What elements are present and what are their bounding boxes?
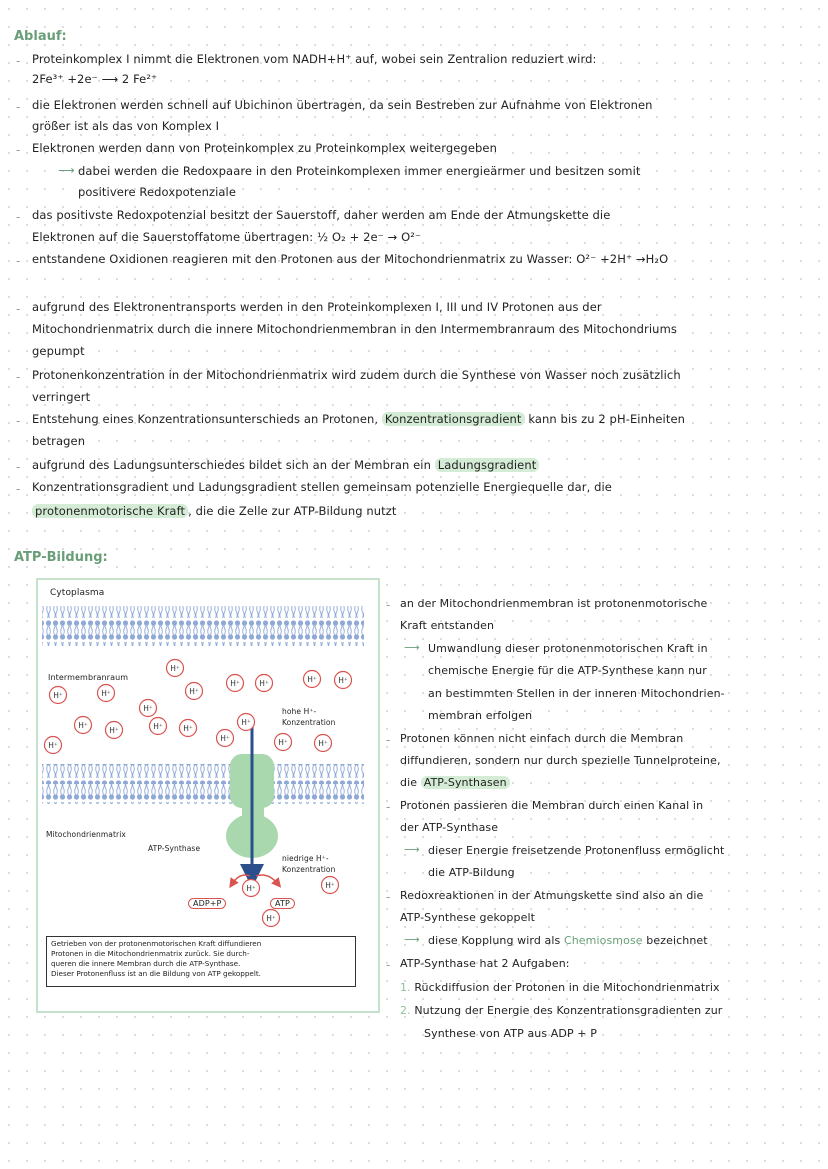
svg-text:H⁺: H⁺ bbox=[307, 675, 317, 684]
bullet-dash: - bbox=[16, 302, 21, 316]
proton bbox=[45, 737, 62, 754]
bullet-dash: - bbox=[16, 54, 21, 68]
proton bbox=[50, 687, 67, 704]
atp-line-11: der ATP-Synthase bbox=[400, 821, 499, 834]
svg-text:H⁺: H⁺ bbox=[53, 691, 63, 700]
arrow-right-icon: ⟶ bbox=[58, 163, 75, 177]
bullet-dash: - bbox=[16, 370, 21, 384]
ablauf-line-5: Elektronen werden dann von Proteinkomplex zu Proteinkomplex weitergegeben bbox=[32, 141, 497, 155]
proton bbox=[304, 671, 321, 688]
bullet-dash: - bbox=[16, 482, 21, 496]
atp-line-19 bbox=[400, 1004, 722, 1017]
atp-line-15: ATP-Synthese gekoppelt bbox=[400, 911, 536, 924]
highlight-protonenmotorische-kraft: protonenmotorische Kraft bbox=[32, 504, 188, 518]
chemiosmose-term: Chemiosmose bbox=[563, 934, 643, 947]
bullet-dash: - bbox=[386, 733, 391, 747]
ablauf-line-1: Proteinkomplex I nimmt die Elektronen vom NADH+H⁺ auf, wobei sein Zentralion reduziert wird: bbox=[32, 52, 597, 66]
atp-line-8: diffundieren, sondern nur durch spezielle Tunnelproteine, bbox=[400, 754, 721, 767]
outer-membrane-top bbox=[42, 606, 364, 626]
proton bbox=[217, 730, 234, 747]
diagram-caption bbox=[46, 936, 356, 987]
arrow-right-icon: ⟶ bbox=[404, 933, 420, 946]
ablauf-line-3: die Elektronen werden schnell auf Ubichinon übertragen, da sein Bestreben zur Aufnahme von Elektronen bbox=[32, 98, 653, 112]
transport-text: , die die Zelle zur ATP-Bildung nutzt bbox=[188, 504, 397, 518]
svg-text:H⁺: H⁺ bbox=[259, 679, 269, 688]
proton bbox=[140, 700, 157, 717]
red-arrow-atp bbox=[256, 875, 278, 884]
transport-text: kann bis zu 2 pH-Einheiten bbox=[528, 412, 686, 426]
proton bbox=[315, 735, 332, 752]
atp-line-14: Redoxreaktionen in der Atmungskette sind also an die bbox=[400, 889, 704, 902]
atp-line-6: membran erfolgen bbox=[428, 709, 533, 722]
svg-text:H⁺: H⁺ bbox=[220, 734, 230, 743]
caption-line: Getrieben von der protonenmotorischen Kraft diffundieren bbox=[51, 939, 262, 948]
proton bbox=[98, 685, 115, 702]
transport-line-6 bbox=[32, 412, 685, 426]
svg-text:H⁺: H⁺ bbox=[143, 704, 153, 713]
atp-line-20: Synthese von ATP aus ADP + P bbox=[424, 1027, 597, 1040]
bullet-dash: - bbox=[16, 414, 21, 428]
svg-text:H⁺: H⁺ bbox=[189, 687, 199, 696]
transport-line-1: aufgrund des Elektronentransports werden in den Proteinkomplexen I, III und IV Protonen aus der bbox=[32, 300, 602, 314]
bullet-dash: - bbox=[386, 958, 391, 972]
label-hohe: hohe H⁺- bbox=[282, 707, 317, 716]
transport-line-5: verringert bbox=[32, 390, 91, 404]
ablauf-line-10: entstandene Oxidionen reagieren mit den Protonen aus der Mitochondrienmatrix zu Wasser: O²⁻ +2H⁺ →H₂O bbox=[32, 252, 669, 266]
svg-text:H⁺: H⁺ bbox=[48, 741, 58, 750]
bullet-dash: - bbox=[16, 143, 21, 157]
transport-text: Entstehung eines Konzentrationsunterschieds an Protonen, bbox=[32, 412, 379, 426]
atp-text: Nutzung der Energie des Konzentrationsgradienten zur bbox=[414, 1004, 723, 1017]
transport-line-9: Konzentrationsgradient und Ladungsgradient stellen gemeinsam potenzielle Energiequelle dar, die bbox=[32, 480, 612, 494]
atp-line-13: die ATP-Bildung bbox=[428, 866, 515, 879]
atp-heading: ATP-Bildung: bbox=[14, 550, 108, 565]
svg-text:H⁺: H⁺ bbox=[338, 676, 348, 685]
arrow-right-icon: ⟶ bbox=[404, 843, 420, 856]
inner-membrane-top bbox=[42, 764, 364, 784]
ablauf-line-7: positivere Redoxpotenziale bbox=[78, 185, 237, 199]
svg-text:H⁺: H⁺ bbox=[266, 914, 276, 923]
ablauf-line-8: das positivste Redoxpotenzial besitzt der Sauerstoff, daher werden am Ende der Atmungskette die bbox=[32, 208, 611, 222]
ablauf-equation-1: 2Fe³⁺ +2e⁻ ⟶ 2 Fe²⁺ bbox=[32, 72, 158, 86]
caption-line: Protonen in die Mitochondrienmatrix zurück. Sie durch- bbox=[51, 949, 250, 958]
proton bbox=[335, 672, 352, 689]
proton bbox=[322, 877, 339, 894]
proton bbox=[180, 720, 197, 737]
atp-label: ATP bbox=[270, 898, 295, 909]
label-atp-synthase: ATP-Synthase bbox=[148, 844, 201, 853]
ablauf-heading: Ablauf: bbox=[14, 29, 67, 44]
proton bbox=[275, 734, 292, 751]
atp-synthase-diagram bbox=[36, 578, 380, 1013]
list-number-2: 2. bbox=[400, 1004, 411, 1017]
svg-text:H⁺: H⁺ bbox=[246, 884, 256, 893]
bullet-dash: - bbox=[386, 890, 391, 904]
atp-text: Rückdiffusion der Protonen in die Mitochondrienmatrix bbox=[414, 981, 720, 994]
caption-line: queren die innere Membran durch die ATP-Synthase. bbox=[51, 959, 241, 968]
atp-line-10: Protonen passieren die Membran durch einen Kanal in bbox=[400, 799, 704, 812]
ablauf-line-9: Elektronen auf die Sauerstoffatome übertragen: ½ O₂ + 2e⁻ → O²⁻ bbox=[32, 230, 422, 244]
atp-line-18 bbox=[400, 981, 720, 994]
bullet-dash: - bbox=[386, 598, 391, 612]
atp-line-1: an der Mitochondrienmembran ist protonenmotorische bbox=[400, 597, 708, 610]
label-niedrige-konzentration: Konzentration bbox=[282, 865, 336, 874]
highlight-konzentrationsgradient: Konzentrationsgradient bbox=[382, 412, 525, 426]
caption-line: Dieser Protonenfluss ist an die Bildung von ATP gekoppelt. bbox=[51, 969, 261, 978]
atp-text: bezeichnet bbox=[646, 934, 708, 947]
svg-text:H⁺: H⁺ bbox=[153, 722, 163, 731]
svg-text:H⁺: H⁺ bbox=[101, 689, 111, 698]
proton bbox=[256, 675, 273, 692]
inner-membrane-bottom bbox=[42, 784, 364, 804]
proton bbox=[227, 675, 244, 692]
atp-line-7: Protonen können nicht einfach durch die Membran bbox=[400, 732, 684, 745]
atp-line-9 bbox=[400, 776, 510, 789]
svg-text:H⁺: H⁺ bbox=[318, 739, 328, 748]
bullet-dash: - bbox=[16, 460, 21, 474]
outer-membrane-bottom bbox=[42, 626, 364, 646]
bullet-dash: - bbox=[16, 100, 21, 114]
proton bbox=[75, 717, 92, 734]
transport-line-10 bbox=[32, 504, 397, 518]
atp-text: die bbox=[400, 776, 418, 789]
svg-text:H⁺: H⁺ bbox=[278, 738, 288, 747]
svg-text:H⁺: H⁺ bbox=[241, 718, 251, 727]
bullet-dash: - bbox=[386, 800, 391, 814]
proton bbox=[150, 718, 167, 735]
atp-line-3: Umwandlung dieser protonenmotorischen Kraft in bbox=[428, 642, 708, 655]
atp-line-5: an bestimmten Stellen in der inneren Mitochondrien- bbox=[428, 687, 725, 700]
ablauf-line-6: dabei werden die Redoxpaare in den Proteinkomplexen immer energieärmer und besitzen somit bbox=[78, 164, 641, 178]
transport-line-4: Protonenkonzentration in der Mitochondrienmatrix wird zudem durch die Synthese von Wasser noch zusätzlich bbox=[32, 368, 681, 382]
svg-text:H⁺: H⁺ bbox=[170, 664, 180, 673]
label-intermembranraum: Intermembranraum bbox=[48, 673, 129, 682]
transport-text: aufgrund des Ladungsunterschiedes bildet sich an der Membran ein bbox=[32, 458, 431, 472]
highlight-atp-synthasen: ATP-Synthasen bbox=[421, 776, 510, 789]
adp-label: ADP+P bbox=[188, 898, 226, 909]
proton bbox=[167, 660, 184, 677]
atp-line-16 bbox=[428, 934, 708, 947]
label-niedrige: niedrige H⁺- bbox=[282, 854, 329, 863]
atp-line-12: dieser Energie freisetzende Protonenfluss ermöglicht bbox=[428, 844, 725, 857]
atp-line-17: ATP-Synthase hat 2 Aufgaben: bbox=[400, 957, 570, 970]
proton bbox=[263, 910, 280, 927]
label-cytoplasma: Cytoplasma bbox=[50, 588, 105, 598]
svg-text:H⁺: H⁺ bbox=[183, 724, 193, 733]
transport-line-2: Mitochondrienmatrix durch die innere Mitochondrienmembran in den Intermembranraum des Mitochondriums bbox=[32, 322, 677, 336]
label-hohe-konzentration: Konzentration bbox=[282, 718, 336, 727]
svg-text:H⁺: H⁺ bbox=[78, 721, 88, 730]
atp-line-4: chemische Energie für die ATP-Synthese kann nur bbox=[428, 664, 707, 677]
label-mitochondrienmatrix: Mitochondrienmatrix bbox=[46, 830, 126, 839]
ablauf-line-4: größer ist als das von Komplex I bbox=[32, 119, 220, 133]
proton bbox=[238, 714, 255, 731]
proton bbox=[186, 683, 203, 700]
atp-line-2: Kraft entstanden bbox=[400, 619, 495, 632]
bullet-dash: - bbox=[16, 210, 21, 224]
transport-line-7: betragen bbox=[32, 434, 86, 448]
bullet-dash: - bbox=[16, 254, 21, 268]
list-number-1: 1. bbox=[400, 981, 411, 994]
svg-text:H⁺: H⁺ bbox=[230, 679, 240, 688]
svg-text:H⁺: H⁺ bbox=[325, 881, 335, 890]
proton bbox=[106, 722, 123, 739]
transport-line-8 bbox=[32, 458, 539, 472]
highlight-ladungsgradient: Ladungsgradient bbox=[435, 458, 540, 472]
transport-line-3: gepumpt bbox=[32, 344, 85, 358]
proton bbox=[243, 880, 260, 897]
arrow-right-icon: ⟶ bbox=[404, 641, 420, 654]
svg-text:H⁺: H⁺ bbox=[109, 726, 119, 735]
atp-text: diese Kopplung wird als bbox=[428, 934, 561, 947]
